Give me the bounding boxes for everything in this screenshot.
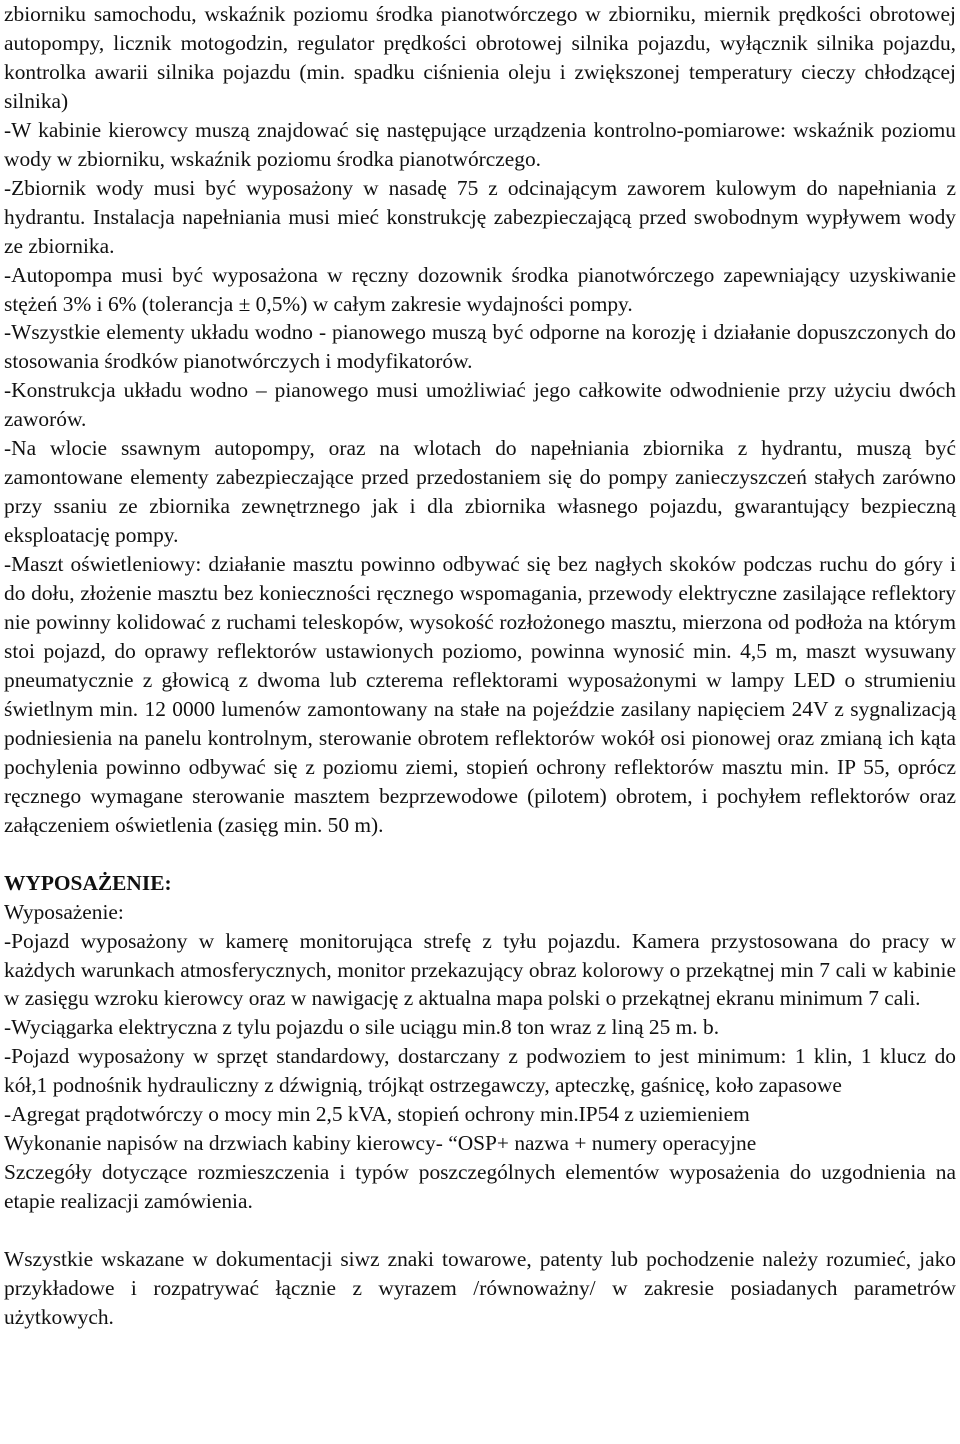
paragraph-winch: -Wyciągarka elektryczna z tylu pojazdu o sile uciągu min.8 ton wraz z liną 25 m. b. — [4, 1015, 720, 1040]
section-requirements — [4, 0, 956, 840]
paragraph-trademarks-note: Wszystkie wskazane w dokumentacji siwz znaki towarowe, patenty lub pochodzenie należy rozumieć, jako przykładowe i rozpatrywać łącznie z wyrazem /równoważny/ w zakresie posiadanych parametrów użytkowych. — [4, 1247, 956, 1329]
paragraph-corrosion: -Wszystkie elementy układu wodno - pianowego muszą być odporne na korozję i działanie dopuszczonych do stosowania środków pianotwórczych i modyfikatorów. — [4, 320, 956, 374]
spacer — [4, 1216, 956, 1245]
paragraph-drainage: -Konstrukcja układu wodno – pianowego musi umożliwiać jego całkowite odwodnienie przy użyciu dwóch zaworów. — [4, 378, 956, 432]
spacer — [4, 840, 956, 869]
paragraph-equipment-label: Wyposażenie: — [4, 899, 124, 924]
paragraph-foam-dosing: -Autopompa musi być wyposażona w ręczny dozownik środka pianotwórczego zapewniający uzyskiwanie stężeń 3% i 6% (tolerancja ± 0,5%) w całym zakresie wydajności pompy. — [4, 262, 956, 316]
paragraph-standard-equipment: -Pojazd wyposażony w sprzęt standardowy, dostarczany z podwoziem to jest minimum: 1 klin, 1 klucz do kół,1 podnośnik hydrauliczny z dźwignią, trójkąt ostrzegawczy, apteczkę, gaśnicę, koło zapasowe — [4, 1044, 956, 1098]
paragraph-inlet-filters: -Na wlocie ssawnym autopompy, oraz na wlotach do napełniania zbiornika z hydrantu, muszą być zamontowane elementy zabezpieczające przed przedostaniem się do pompy zanieczyszczeń stałych zarówno przy ssaniu ze zbiornika zewnętrznego jak i dla zbiornika własnego pojazdu, gwarantujący bezpieczną eksploatację pompy. — [4, 436, 956, 548]
paragraph-camera: -Pojazd wyposażony w kamerę monitorująca strefę z tyłu pojazdu. Kamera przystosowana do pracy w każdych warunkach atmosferycznych, monitor przekazujący obraz kolorowy o przekątnej min 7 cali w kabinie w zasięgu wzroku kierowcy oraz w nawigację z aktualna mapa polski o przekątnej ekranu minimum 7 cali. — [4, 928, 956, 1011]
paragraph-light-mast: -Maszt oświetleniowy: działanie masztu powinno odbywać się bez nagłych skoków podczas ruchu do góry i do dołu, złożenie masztu bez konieczności ręcznego wspomagania, przewody elektryczne zasilające reflektory nie powinny kolidować z ruchami teleskopów, wysokość rozłożonego masztu, mierzona od podłoża na którym stoi pojazd, do oprawy reflektorów ustawionych poziomo, powinna wynosić min. 4,5 m, maszt wysuwany pneumatycznie z głowicą z dwoma lub czterema reflektorami wyposażonymi w lampy LED o strumieniu świetlnym min. 12 0000 lumenów zamontowany na stałe na pojeździe zasilany napięciem 24V z sygnalizacją podniesienia na panelu kontrolnym, sterowanie obrotem reflektorów wokół osi pionowej oraz zmianą ich kąta pochylenia powinno odbywać się z poziomu ziemi, stopień ochrony reflektorów masztu min. IP 55, oprócz ręcznego wymagane sterowanie masztem bezprzewodowe (pilotem) obrotem, i pochyłem reflektorów oraz załączeniem oświetlenia (zasięg min. 50 m). — [4, 552, 956, 837]
paragraph-generator: -Agregat prądotwórczy o mocy min 2,5 kVA, stopień ochrony min.IP54 z uziemieniem — [4, 1102, 750, 1127]
paragraph-cabin-gauges: -W kabinie kierowcy muszą znajdować się następujące urządzenia kontrolno-pomiarowe: wskaźnik poziomu wody w zbiorniku, wskaźnik poziomu środka pianotwórczego. — [4, 117, 956, 171]
section-equipment — [4, 898, 956, 1216]
document-page — [4, 0, 956, 1332]
paragraph-arrangement: Szczegóły dotyczące rozmieszczenia i typów poszczególnych elementów wyposażenia do uzgodnienia na etapie realizacji zamówienia. — [4, 1160, 956, 1214]
section-heading: WYPOSAŻENIE: — [4, 870, 172, 895]
paragraph-door-lettering: Wykonanie napisów na drzwiach kabiny kierowcy- “OSP+ nazwa + numery operacyjne — [4, 1131, 757, 1156]
paragraph-water-tank: -Zbiornik wody musi być wyposażony w nasadę 75 z odcinającym zaworem kulowym do napełniania z hydrantu. Instalacja napełniania musi mieć konstrukcję zabezpieczającą przed swobodnym wypływem wody ze zbiornika. — [4, 175, 956, 258]
paragraph-gauges: zbiorniku samochodu, wskaźnik poziomu środka pianotwórczego w zbiorniku, miernik prędkości obrotowej autopompy, licznik motogodzin, regulator prędkości obrotowej silnika pojazdu, wyłącznik silnika pojazdu, kontrolka awarii silnika pojazdu (min. spadku ciśnienia oleju i zwiększonej temperatury cieczy chłodzącej silnika) — [4, 2, 956, 113]
